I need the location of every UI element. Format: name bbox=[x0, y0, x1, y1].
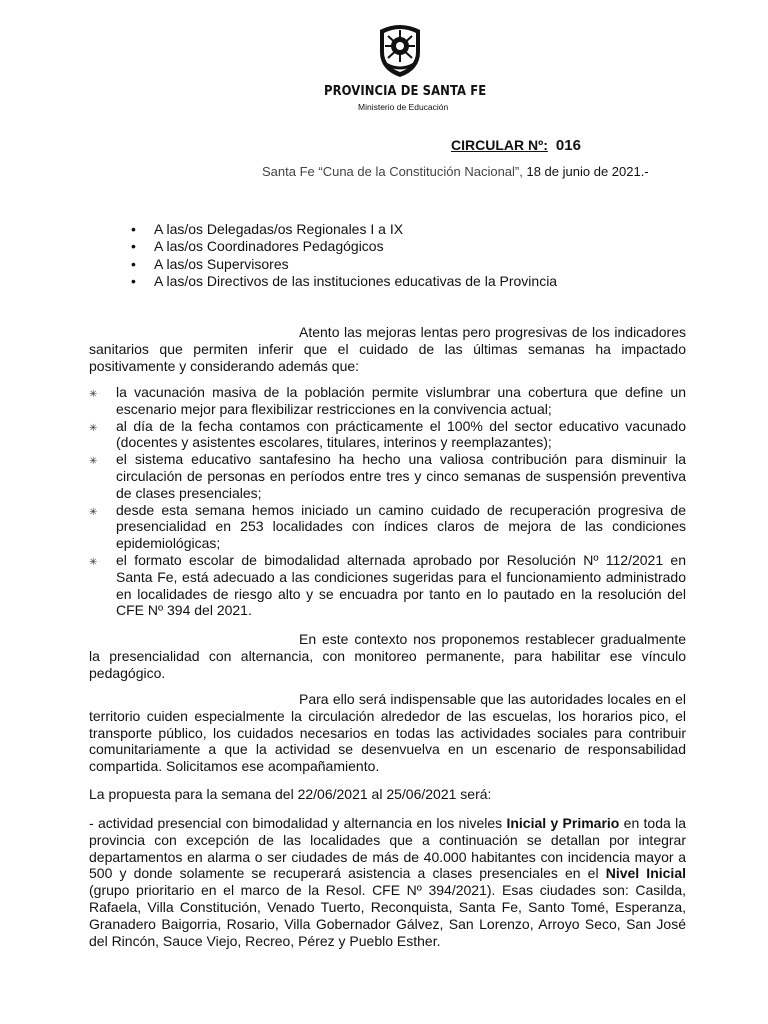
considerando-text: la vacunación masiva de la población permite vislumbrar una cobertura que define un escenario mejor para flexibilizar restricciones en la convivencia actual; bbox=[116, 384, 686, 417]
place-and-date bbox=[262, 164, 649, 179]
considerandos-list bbox=[89, 384, 686, 619]
authorities-paragraph bbox=[89, 691, 686, 775]
intro-text: Atento las mejoras lentas pero progresivas de los indicadores sanitarios que permiten inferir que el cuidado de las últimas semanas ha impactado positivamente y considerando además que: bbox=[89, 324, 686, 374]
proposal-text-3: (grupo prioritario en el marco de la Resol. CFE Nº 394/2021). Esas ciudades son: Casilda, Rafaela, Villa Constitución, Venado Tuerto, Reconquista, Santa Fe, Santo Tomé, Esperanza, Granadero Baigorria, Rosario, Villa Gobernador Gálvez, San Lorenzo, Arroyo Seco, San José del Rincón, Sauce Viejo, Recreo, Pérez y Pueblo Esther. bbox=[89, 882, 686, 949]
authorities-text: Para ello será indispensable que las autoridades locales en el territorio cuiden especialmente la circulación alrededor de las escuelas, los horarios pico, el transporte público, los cuidados necesarios en todas las actividades sociales para contribuir comunitariamente a que la actividad se desenvuelva en un escenario de responsabilidad compartida. Solicitamos ese acompañamiento. bbox=[89, 691, 686, 775]
asterisk-bullet-icon: ✳ bbox=[89, 422, 98, 434]
considerando-item bbox=[89, 384, 686, 418]
letterhead bbox=[300, 22, 500, 78]
provincial-coat-of-arms-icon bbox=[376, 22, 424, 78]
proposal-paragraph bbox=[89, 815, 686, 949]
place-text: Santa Fe “Cuna de la Constitución Nacional”, bbox=[262, 164, 523, 179]
considerando-item bbox=[89, 451, 686, 501]
circular-label: CIRCULAR Nº: bbox=[451, 137, 548, 153]
considerando-text: al día de la fecha contamos con prácticamente el 100% del sector educativo vacunado (docentes y asistentes escolares, titulares, interinos y reemplazantes); bbox=[116, 417, 686, 451]
circular-number-value: 016 bbox=[555, 137, 581, 154]
recipients-list bbox=[131, 221, 557, 290]
asterisk-bullet-icon: ✳ bbox=[89, 456, 98, 468]
circular-number bbox=[451, 137, 581, 154]
date-text: 18 de junio de 2021.- bbox=[522, 164, 649, 179]
proposal-bold-levels: Inicial y Primario bbox=[506, 815, 620, 831]
considerando-text: el sistema educativo santafesino ha hecho una valiosa contribución para disminuir la circulación de personas en períodos entre tres y cinco semanas de suspensión preventiva de clases presenciales; bbox=[116, 451, 686, 501]
context-paragraph bbox=[89, 631, 686, 681]
proposal-text-1: - actividad presencial con bimodalidad y alternancia en los niveles bbox=[89, 815, 507, 831]
considerando-text: desde esta semana hemos iniciado un camino cuidado de recuperación progresiva de presencialidad en 253 localidades con índices claros de mejora de las condiciones epidemiológicas; bbox=[116, 501, 686, 552]
context-text: En este contexto nos proponemos restablecer gradualmente la presencialidad con alternancia, con monitoreo permanente, para habilitar ese vínculo pedagógico. bbox=[89, 631, 686, 681]
considerando-text: el formato escolar de bimodalidad alternada aprobado por Resolución Nº 112/2021 en Santa Fe, está adecuado a las condiciones sugeridas para el funcionamiento administrado en localidades de riesgo alto y se encuadra por tanto en lo pautado en la resolución del CFE Nº 394 del 2021. bbox=[116, 551, 686, 619]
intro-paragraph bbox=[89, 324, 686, 374]
asterisk-bullet-icon: ✳ bbox=[89, 556, 98, 568]
recipient-item: • A las/os Delegadas/os Regionales I a IX bbox=[131, 221, 557, 238]
asterisk-bullet-icon: ✳ bbox=[89, 506, 98, 518]
considerando-item bbox=[89, 418, 686, 452]
organization-name: PROVINCIA DE SANTA FE bbox=[324, 83, 487, 99]
considerando-item bbox=[89, 502, 686, 552]
considerando-item bbox=[89, 552, 686, 619]
proposal-heading: La propuesta para la semana del 22/06/2021 al 25/06/2021 será: bbox=[89, 786, 492, 802]
proposal-bold-inicial: Nivel Inicial bbox=[605, 865, 686, 882]
ministry-name: Ministerio de Educación bbox=[358, 102, 449, 112]
proposal-text-2: en toda la provincia con excepción de las localidades que a continuación se detallan por integrar departamentos en alarma o ser ciudades de más de 40.000 habitantes con incidencia mayor a 500 y donde solamente se recuperará asistencia a clases presenciales en el bbox=[89, 815, 686, 882]
asterisk-bullet-icon: ✳ bbox=[89, 389, 98, 400]
recipient-item: • A las/os Coordinadores Pedagógicos bbox=[131, 238, 557, 255]
recipient-item: • A las/os Directivos de las instituciones educativas de la Provincia bbox=[131, 273, 557, 290]
recipient-item: • A las/os Supervisores bbox=[131, 256, 557, 273]
